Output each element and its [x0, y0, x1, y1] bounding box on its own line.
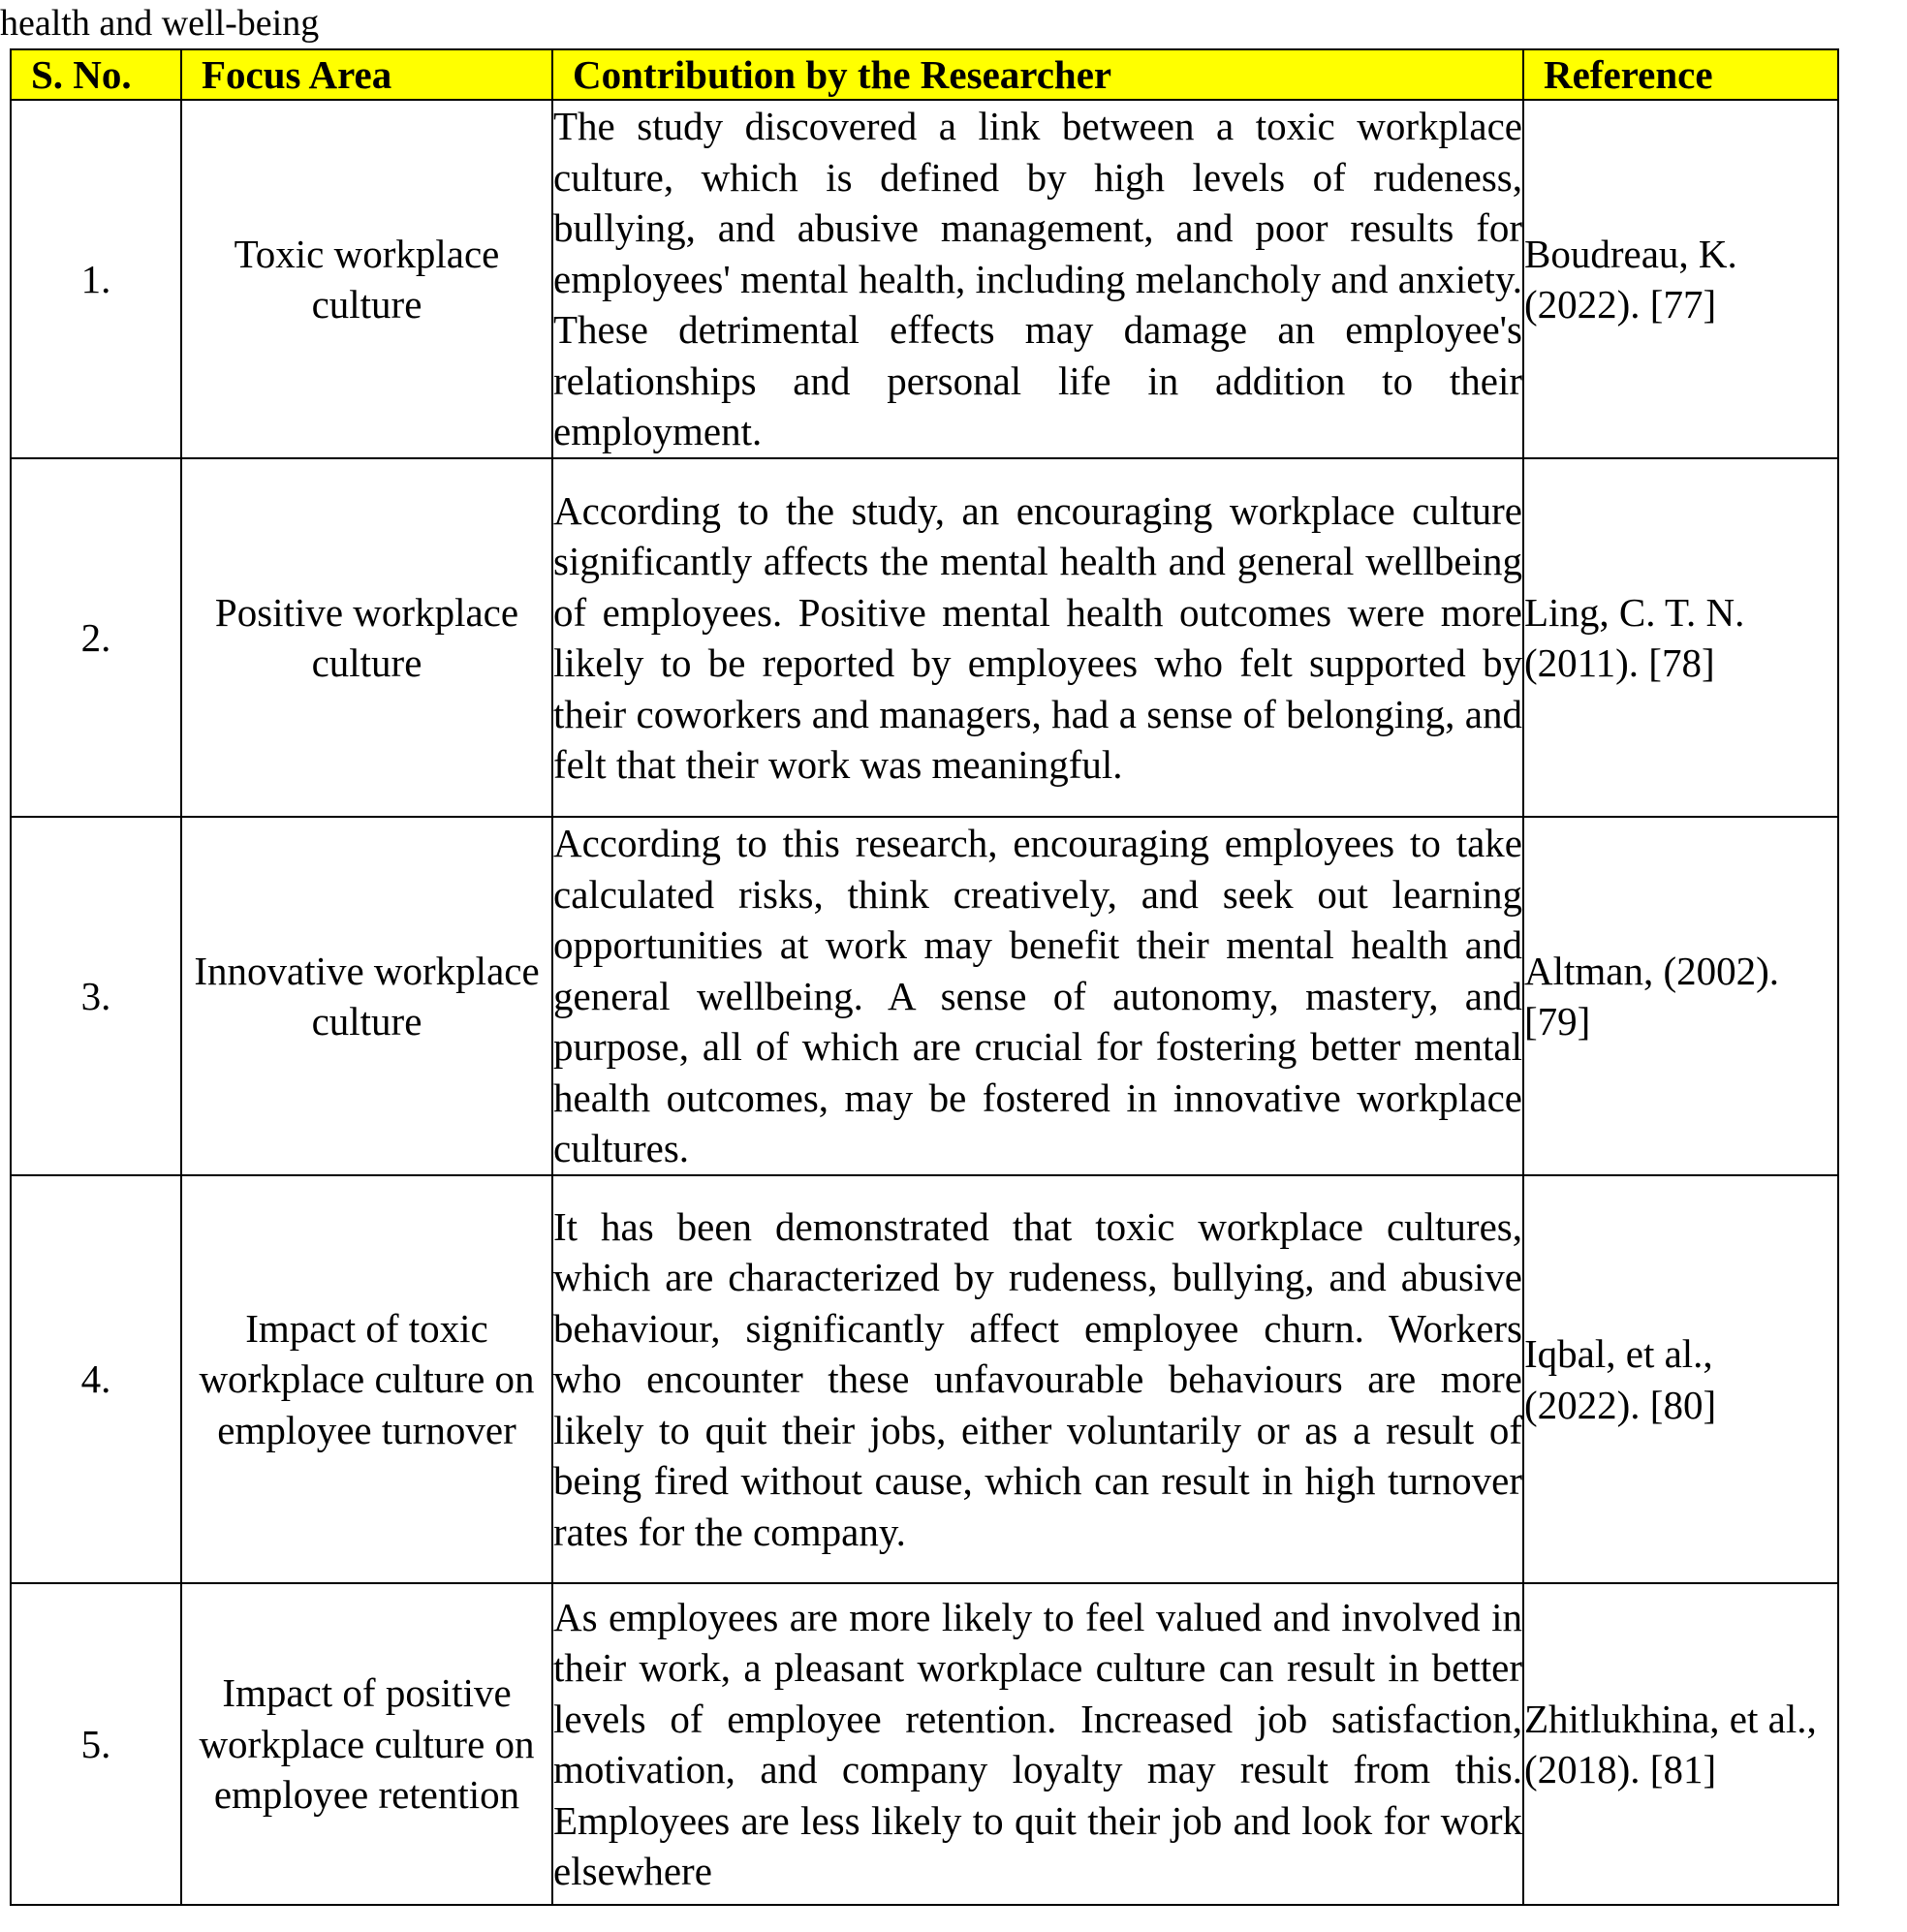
table-row: [11, 1583, 1838, 1905]
cell-focus-area: Innovative workplace culture: [181, 817, 552, 1175]
header-focus-area: Focus Area: [181, 49, 552, 100]
table-caption: health and well-being: [0, 3, 320, 44]
cell-reference: Altman, (2002). [79]: [1523, 817, 1838, 1175]
cell-sno: 1.: [11, 100, 181, 458]
header-row: [11, 49, 1838, 100]
cell-reference: Zhitlukhina, et al., (2018). [81]: [1523, 1583, 1838, 1905]
cell-contribution: The study discovered a link between a toxic workplace culture, which is defined by high levels of rudeness, bullying, and abusive management, and poor results for employees' mental health, including melancholy and anxiety. These detrimental effects may damage an employee's relationships and personal life in addition to their employment.: [552, 100, 1523, 458]
table-row: [11, 458, 1838, 817]
header-contribution: Contribution by the Researcher: [552, 49, 1523, 100]
cell-sno: 5.: [11, 1583, 181, 1905]
table-row: [11, 100, 1838, 458]
cell-focus-area: Positive workplace culture: [181, 458, 552, 817]
cell-focus-area: Toxic workplace culture: [181, 100, 552, 458]
table-row: [11, 1175, 1838, 1583]
cell-contribution: As employees are more likely to feel valued and involved in their work, a pleasant workplace culture can result in better levels of employee retention. Increased job satisfaction, motivation, and company loyalty may result from this. Employees are less likely to quit their job and look for work elsewhere: [552, 1583, 1523, 1905]
cell-contribution: According to the study, an encouraging workplace culture significantly affects the mental health and general wellbeing of employees. Positive mental health outcomes were more likely to be reported by employees who felt supported by their coworkers and managers, had a sense of belonging, and felt that their work was meaningful.: [552, 458, 1523, 817]
literature-table: [10, 48, 1839, 1906]
cell-reference: Ling, C. T. N. (2011). [78]: [1523, 458, 1838, 817]
cell-focus-area: Impact of toxic workplace culture on employee turnover: [181, 1175, 552, 1583]
cell-focus-area: Impact of positive workplace culture on employee retention: [181, 1583, 552, 1905]
header-sno: S. No.: [11, 49, 181, 100]
cell-contribution: According to this research, encouraging employees to take calculated risks, think creatively, and seek out learning opportunities at work may benefit their mental health and general wellbeing. A sense of autonomy, mastery, and purpose, all of which are crucial for fostering better mental health outcomes, may be fostered in innovative workplace cultures.: [552, 817, 1523, 1175]
table-row: [11, 817, 1838, 1175]
cell-reference: Boudreau, K. (2022). [77]: [1523, 100, 1838, 458]
cell-contribution: It has been demonstrated that toxic workplace cultures, which are characterized by rudeness, bullying, and abusive behaviour, significantly affect employee churn. Workers who encounter these unfavourable behaviours are more likely to quit their jobs, either voluntarily or as a result of being fired without cause, which can result in high turnover rates for the company.: [552, 1175, 1523, 1583]
cell-sno: 3.: [11, 817, 181, 1175]
cell-reference: Iqbal, et al., (2022). [80]: [1523, 1175, 1838, 1583]
cell-sno: 4.: [11, 1175, 181, 1583]
header-reference: Reference: [1523, 49, 1838, 100]
cell-sno: 2.: [11, 458, 181, 817]
